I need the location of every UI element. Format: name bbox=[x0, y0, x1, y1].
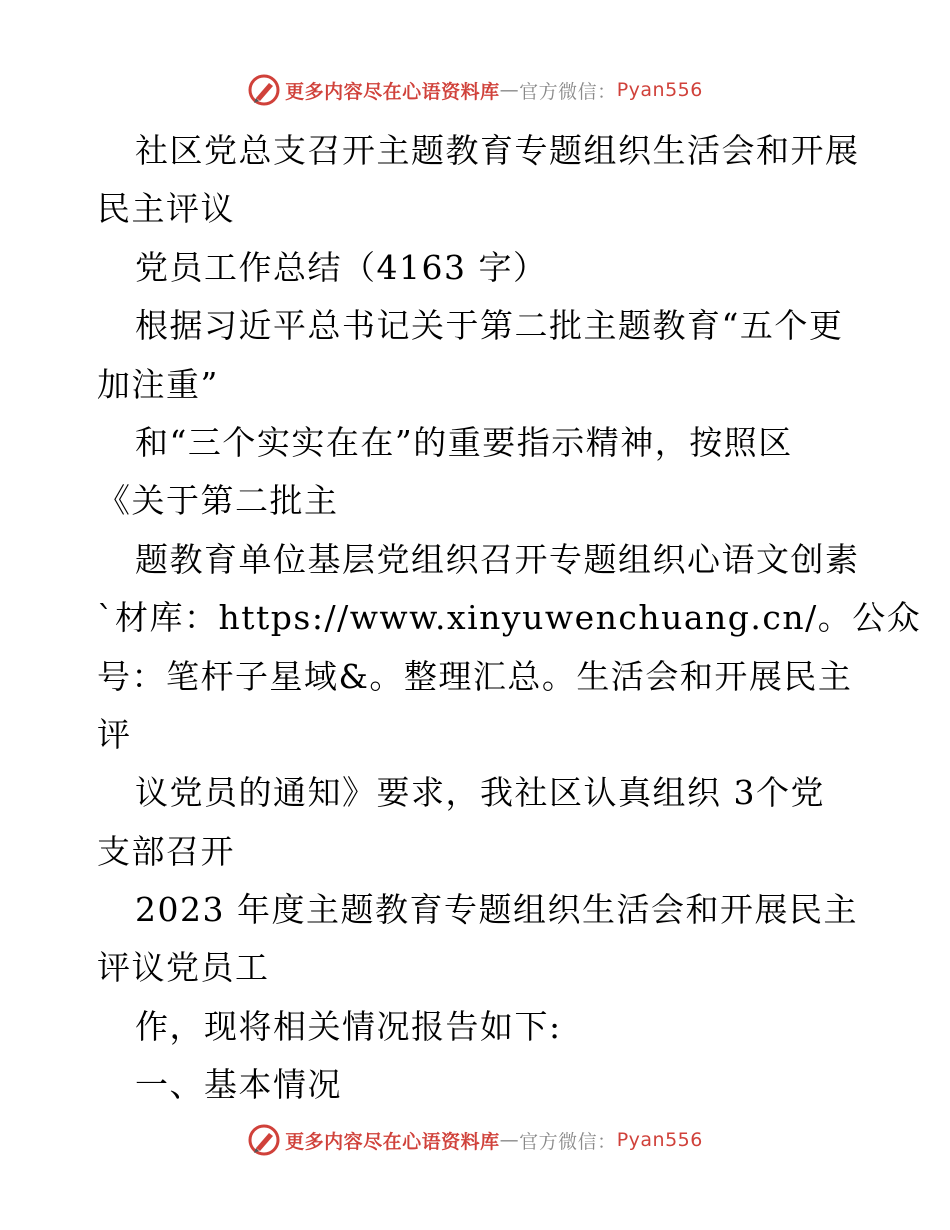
watermark-wechat-label: 官方微信： bbox=[519, 1130, 617, 1153]
text-line: 加注重” bbox=[97, 364, 219, 404]
watermark-separator: — bbox=[499, 79, 520, 101]
text-line: `材库：https://www.xinyuwenchuang.cn/。公众 bbox=[97, 598, 922, 638]
text-line: 《关于第二批主 bbox=[97, 481, 339, 521]
text-line: 党员工作总结（4163 字） bbox=[135, 247, 548, 287]
header-watermark bbox=[0, 70, 950, 110]
watermark-main-text: 更多内容尽在心语资料库 bbox=[285, 1130, 500, 1153]
footer-watermark bbox=[0, 1120, 950, 1160]
text-line: 题教育单位基层党组织召开专题组织心语文创素 bbox=[135, 539, 860, 579]
text-line: 支部召开 bbox=[97, 831, 235, 871]
watermark-wechat-id: Pyan556 bbox=[616, 1129, 703, 1151]
text-line: 2023 年度主题教育专题组织生活会和开展民主 bbox=[135, 890, 858, 930]
pen-circle-icon bbox=[247, 1123, 281, 1157]
text-line: 评议党员工 bbox=[97, 948, 270, 988]
watermark-separator: — bbox=[499, 1129, 520, 1151]
text-line: 根据习近平总书记关于第二批主题教育“五个更 bbox=[135, 306, 844, 346]
text-line: 议党员的通知》要求，我社区认真组织 3个党 bbox=[135, 773, 825, 813]
text-line: 民主评议 bbox=[97, 189, 235, 229]
watermark-main-text: 更多内容尽在心语资料库 bbox=[285, 80, 500, 103]
document-body bbox=[97, 122, 922, 1115]
watermark-wechat-id: Pyan556 bbox=[616, 79, 703, 101]
text-line: 和“三个实实在在”的重要指示精神，按照区 bbox=[135, 422, 793, 462]
watermark-wechat-label: 官方微信： bbox=[519, 80, 617, 103]
text-line: 一、基本情况 bbox=[135, 1065, 342, 1105]
text-line: 评 bbox=[97, 714, 132, 754]
text-line: 号：笔杆子星域&。整理汇总。生活会和开展民主 bbox=[97, 656, 853, 696]
text-line: 作，现将相关情况报告如下: bbox=[135, 1006, 562, 1046]
text-line: 社区党总支召开主题教育专题组织生活会和开展 bbox=[135, 131, 860, 170]
pen-circle-icon bbox=[247, 73, 281, 107]
